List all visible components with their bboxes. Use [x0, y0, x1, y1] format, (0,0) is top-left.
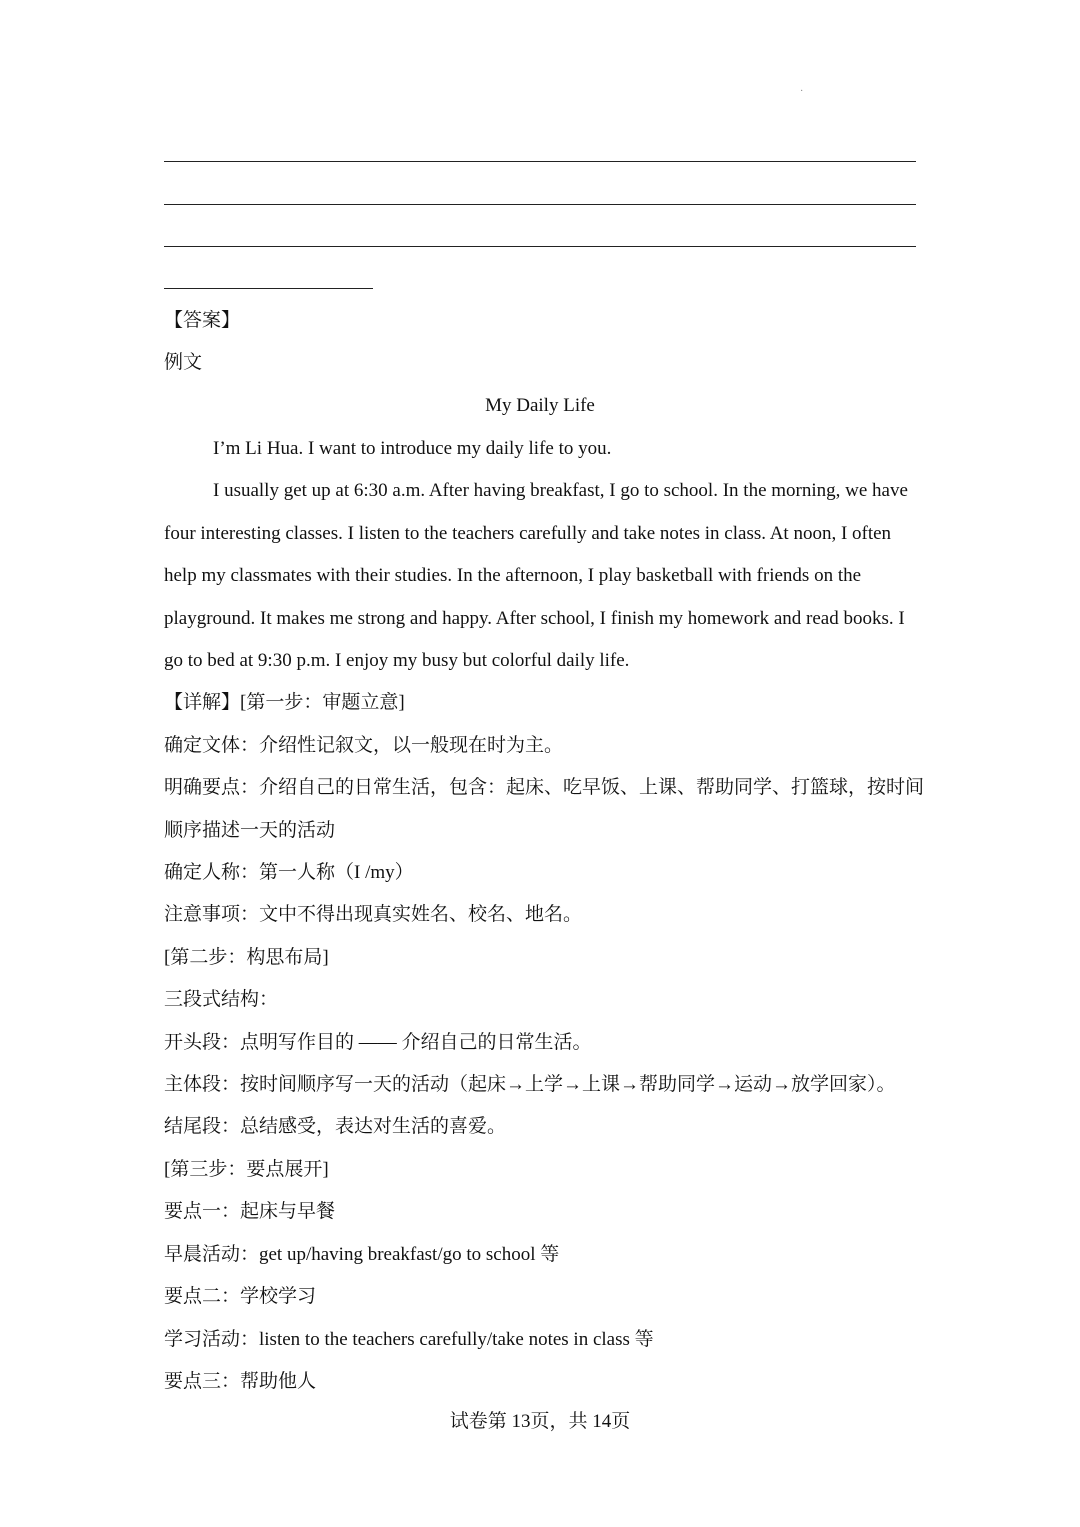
answer-line-4 — [164, 288, 373, 289]
analysis-heading: 【详解】[第一步：审题立意] — [164, 692, 405, 713]
sample-label: 例文 — [164, 352, 203, 373]
essay-line: help my classmates with their studies. In the afternoon, I play basketball with friends on the — [164, 565, 862, 586]
answer-line-2 — [164, 204, 916, 205]
analysis-line: 确定人称：第一人称（I /my） — [164, 862, 414, 883]
analysis-line: 确定文体：介绍性记叙文，以一般现在时为主。 — [164, 735, 564, 756]
answer-label: 【答案】 — [164, 310, 241, 331]
analysis-line: 注意事项：文中不得出现真实姓名、校名、地名。 — [164, 904, 583, 925]
analysis-line: 顺序描述一天的活动 — [164, 820, 336, 841]
answer-line-1 — [164, 161, 916, 162]
essay-line: playground. It makes me strong and happy. After school, I finish my homework and read books. I — [164, 608, 905, 629]
analysis-line: 结尾段：总结感受，表达对生活的喜爱。 — [164, 1116, 507, 1137]
analysis-line: 学习活动：listen to the teachers carefully/take notes in class 等 — [164, 1329, 654, 1350]
analysis-line: 主体段：按时间顺序写一天的活动（起床→上学→上课→帮助同学→运动→放学回家）。 — [164, 1074, 896, 1095]
analysis-line: 要点三：帮助他人 — [164, 1371, 317, 1392]
analysis-line: 早晨活动：get up/having breakfast/go to school 等 — [164, 1244, 560, 1265]
analysis-line: 三段式结构： — [164, 989, 279, 1010]
essay-line: go to bed at 9:30 p.m. I enjoy my busy but colorful daily life. — [164, 650, 630, 671]
analysis-line: 要点二：学校学习 — [164, 1286, 317, 1307]
essay-line: four interesting classes. I listen to the teachers carefully and take notes in class. At noon, I often — [164, 523, 892, 544]
analysis-step: [第二步：构思布局] — [164, 947, 329, 968]
analysis-line: 明确要点：介绍自己的日常生活，包含：起床、吃早饭、上课、帮助同学、打篮球，按时间 — [164, 777, 925, 798]
analysis-step: [第三步：要点展开] — [164, 1159, 329, 1180]
page-footer: 试卷第 13页，共 14页 — [449, 1411, 631, 1432]
answer-line-3 — [164, 246, 916, 247]
analysis-line: 要点一：起床与早餐 — [164, 1201, 336, 1222]
essay-line: I usually get up at 6:30 a.m. After having breakfast, I go to school. In the morning, we have — [213, 480, 908, 501]
analysis-line: 开头段：点明写作目的 —— 介绍自己的日常生活。 — [164, 1032, 592, 1053]
essay-line: I’m Li Hua. I want to introduce my daily life to you. — [213, 438, 612, 459]
page-mark: · — [800, 86, 804, 97]
essay-title: My Daily Life — [485, 395, 595, 416]
